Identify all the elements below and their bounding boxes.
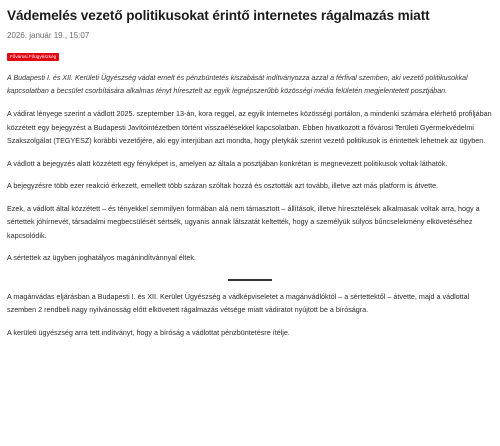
paragraph: A bejegyzésre több ezer reakció érkezett, emellett több százan szóltak hozzá és osztották azt tovább, illetve azt más platform is átvette. (7, 181, 439, 190)
article-lead: A Budapesti I. és XII. Kerületi Ügyészség vádat emelt és pénzbüntetés kiszabását indítványozza azzal a férfival szemben, aki vezető politikusokkal kapcsolatban a becsület csorbítására alkalmas tényt híresztelt az egyik legnépszerűbb közösségi média felületén megjelentetett posztjában. (7, 74, 468, 95)
category-badge[interactable]: Fővárosi Főügyészség (7, 53, 59, 61)
paragraph: A kerületi ügyészség arra tett indítványt, hogy a bíróság a vádlottat pénzbüntetésre ítélje. (7, 327, 290, 337)
paragraph: Ezek, a vádlott által közzétett – és tényekkel semmilyen formában alá nem támasztott – állítások, illetve híresztelések alkalmasak voltak arra, hogy a sértettek jóhírnevét, társadalmi megbecsülését sértsék, ugyanis annak látszatát keltették, hogy a személyük súlyos bűncselekmény elkövetéséhez kapcsolódik. (7, 203, 480, 240)
article-title: Vádemelés vezető politikusokat érintő internetes rágalmazás miatt (7, 8, 430, 23)
paragraph: A sértettek az ügyben joghatályos magánindítvánnyal éltek. (7, 253, 196, 262)
paragraph: A magánvádas eljárásban a Budapesti I. és XII. Kerület Ügyészség a vádképviseletet a magánvádlóktól – a sértettektől – átvette, majd a vádlottal szemben 2 rendbeli nagy nyilvánosság előtt elkövetett rágalmazás vétsége miatt vádiratot nyújtott be a bíróságra. (7, 291, 470, 314)
section-divider (228, 279, 272, 281)
paragraph: A vádirat lényege szerint a vádlott 2025. szeptember 13-án, kora reggel, az egyik internetes közösségi portálon, a mindenki számára elérhető profiljában közzétett egy bejegyzést a Budapesti Javítóintézetben történt visszaélésekkel kapcsolatban. Ebben hivatkozott a fővárosi Területi Gyermekvédelmi Szakszolgálat (TEGYESZ) korábbi vezetőjére, aki egy interjúban azt mondta, hogy pletykák szerint vezető politikusok is érintettek lehetnek az ügyben. (7, 109, 492, 145)
publish-date: 2026. január 19., 15:07 (7, 31, 90, 40)
paragraph: A vádlott a bejegyzés alatt közzétett egy fényképet is, amelyen az általa a posztjában konkrétan is megnevezett politikusok voltak láthatók. (7, 158, 448, 168)
